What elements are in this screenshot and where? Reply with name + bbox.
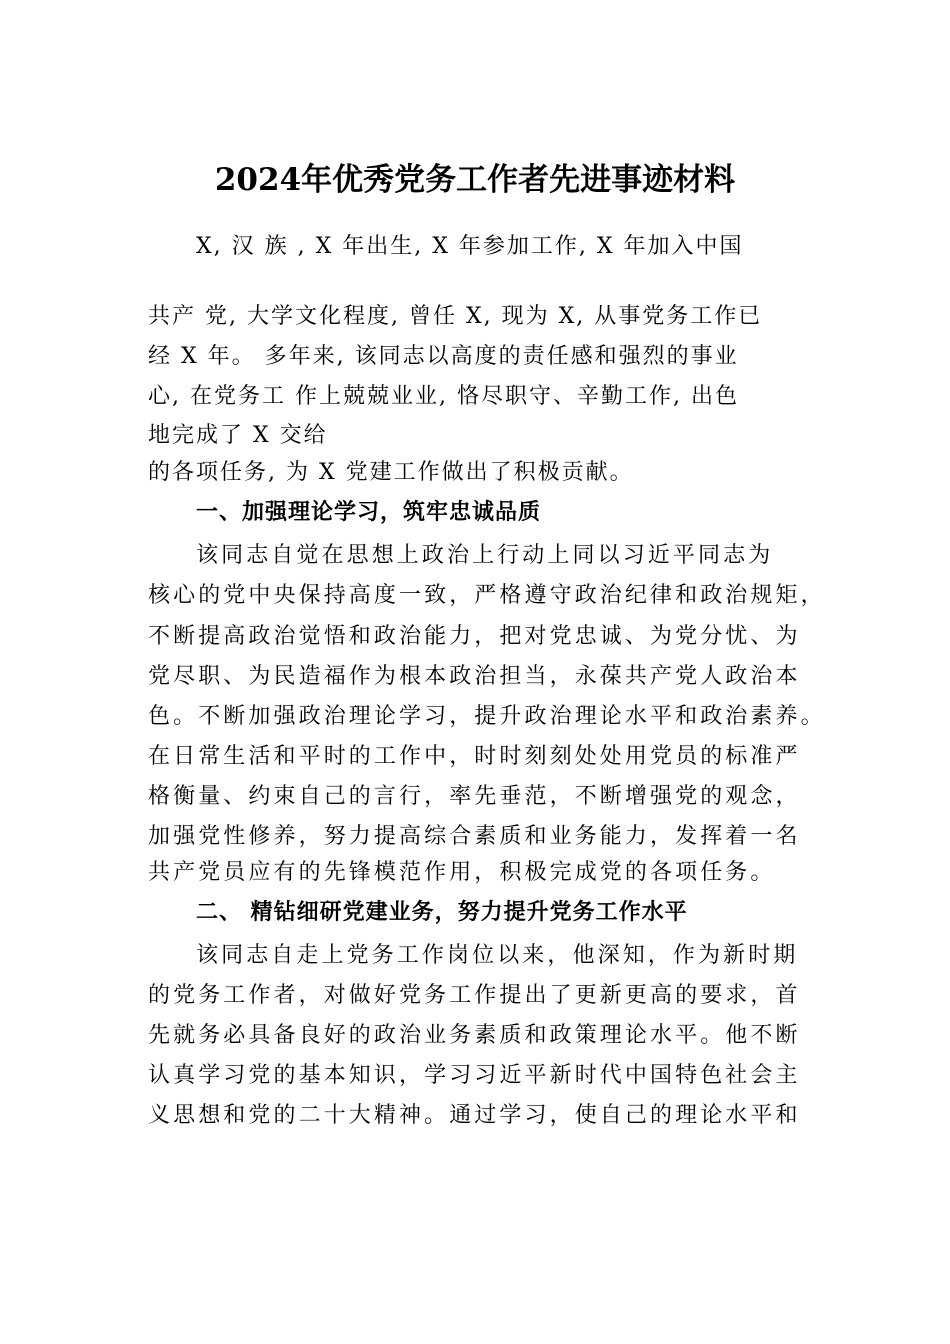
body-line: 格衡量、约束自己的言行，率先垂范，不断增强党的观念， [148, 784, 801, 809]
section-heading-2: 二、 精钻细研党建业务，努力提升党务工作水平 [196, 900, 688, 925]
body-line: 加强党性修养，努力提高综合素质和业务能力，发挥着一名 [148, 824, 801, 849]
body-line: 核心的党中央保持高度一致，严格遵守政治纪律和政治规矩， [148, 583, 826, 608]
body-line: 该同志自觉在思想上政治上行动上同以习近平同志为 [196, 543, 774, 568]
intro-line: 心, 在党务工 作上兢兢业业, 恪尽职守、辛勤工作, 出色 [148, 384, 739, 409]
body-line: 的党务工作者，对做好党务工作提出了更新更高的要求，首 [148, 983, 801, 1008]
section-heading-1: 一、加强理论学习，筑牢忠诚品质 [196, 500, 542, 525]
body-line: 义思想和党的二十大精神。通过学习，使自己的理论水平和 [148, 1103, 801, 1128]
document-title: 2024年优秀党务工作者先进事迹材料 [214, 162, 736, 198]
intro-line: 经 X 年。 多年来, 该同志以高度的责任感和强烈的事业 [148, 344, 739, 369]
intro-line: X, 汉 族 , X 年出生, X 年参加工作, X 年加入中国 [196, 234, 744, 259]
body-line: 认真学习党的基本知识，学习习近平新时代中国特色社会主 [148, 1063, 801, 1088]
body-line: 党尽职、为民造福作为根本政治担当，永葆共产党人政治本 [148, 664, 801, 689]
intro-line: 地完成了 X 交给 [148, 423, 328, 448]
body-line: 在日常生活和平时的工作中，时时刻刻处处用党员的标准严 [148, 744, 801, 769]
body-line: 先就务必具备良好的政治业务素质和政策理论水平。他不断 [148, 1023, 801, 1048]
body-line: 该同志自走上党务工作岗位以来，他深知，作为新时期 [196, 943, 799, 968]
body-line: 共产党员应有的先锋模范作用，积极完成党的各项任务。 [148, 860, 776, 885]
body-line: 色。不断加强政治理论学习，提升政治理论水平和政治素养。 [148, 704, 826, 729]
intro-line: 的各项任务, 为 X 党建工作做出了积极贡献。 [148, 460, 634, 485]
intro-line: 共产 党, 大学文化程度, 曾任 X, 现为 X, 从事党务工作已 [148, 304, 763, 329]
body-line: 不断提高政治觉悟和政治能力，把对党忠诚、为党分忧、为 [148, 624, 801, 649]
